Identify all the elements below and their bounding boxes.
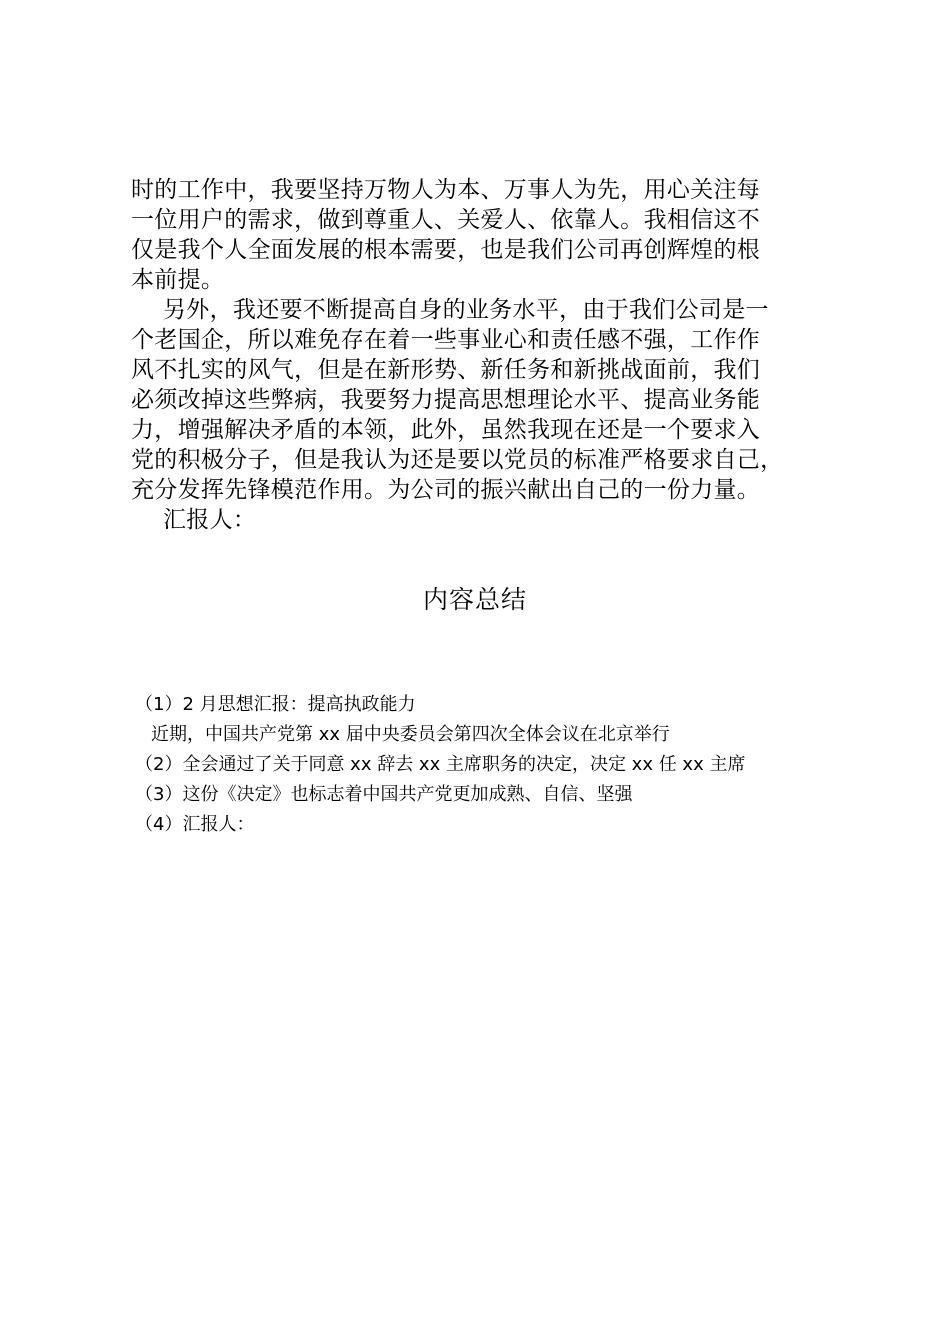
paragraph-line: 个老国企，所以难免存在着一些事业心和责任感不强，工作作 — [131, 327, 761, 353]
summary-item: （3）这份《决定》也标志着中国共产党更加成熟、自信、坚强 — [135, 784, 633, 805]
paragraph-line: 另外，我还要不断提高自身的业务水平，由于我们公司是一 — [163, 297, 769, 323]
summary-item: 近期，中国共产党第 xx 届中央委员会第四次全体会议在北京举行 — [151, 724, 670, 745]
summary-list — [135, 690, 855, 840]
body-text — [131, 175, 851, 535]
paragraph-line: 充分发挥先锋模范作用。为公司的振兴献出自己的一份力量。 — [131, 477, 761, 503]
paragraph-line: 力，增强解决矛盾的本领，此外，虽然我现在还是一个要求入 — [131, 417, 761, 443]
summary-title: 内容总结 — [422, 585, 527, 614]
paragraph-line: 本前提。 — [131, 267, 225, 293]
paragraph-line: 必须改掉这些弊病，我要努力提高思想理论水平、提高业务能 — [131, 387, 761, 413]
paragraph-line: 风不扎实的风气，但是在新形势、新任务和新挑战面前，我们 — [131, 357, 761, 383]
summary-item: （2）全会通过了关于同意 xx 辞去 xx 主席职务的决定，决定 xx 任 xx 主席 — [135, 754, 746, 775]
paragraph-line: 一位用户的需求，做到尊重人、关爱人、依靠人。我相信这不 — [131, 207, 761, 233]
paragraph-line: 仅是我个人全面发展的根本需要，也是我们公司再创辉煌的根 — [131, 237, 761, 263]
paragraph-line: 时的工作中，我要坚持万物人为本、万事人为先，用心关注每 — [131, 177, 761, 203]
paragraph-line: 党的积极分子，但是我认为还是要以党员的标准严格要求自己， — [131, 447, 784, 473]
reporter-line: 汇报人： — [163, 507, 257, 533]
summary-item: （4）汇报人： — [135, 814, 255, 835]
summary-item: （1）2 月思想汇报：提高执政能力 — [135, 694, 416, 715]
